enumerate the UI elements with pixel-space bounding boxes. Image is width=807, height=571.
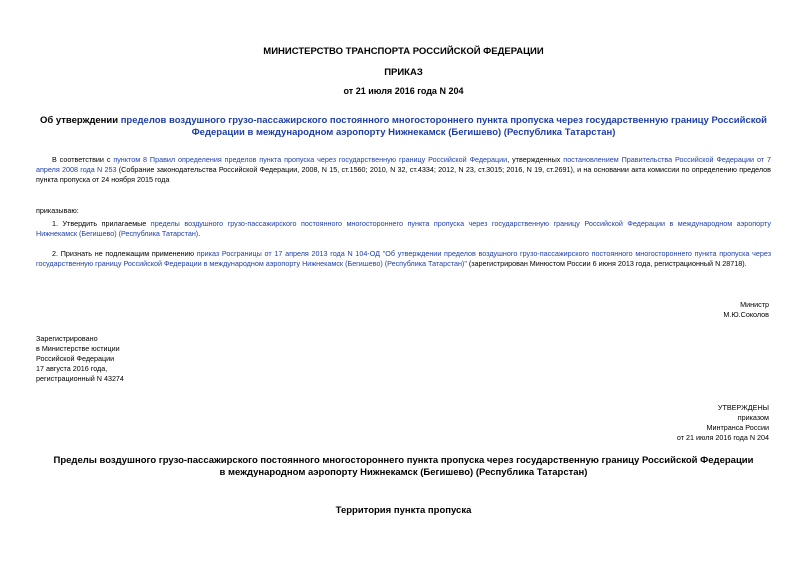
order-date-number: от 21 июля 2016 года N 204: [343, 86, 464, 96]
order-word: приказываю:: [36, 206, 79, 215]
preamble-text-2: , утвержденных: [507, 155, 564, 164]
signature-position: Министр: [740, 300, 769, 309]
registration-line: регистрационный N 43274: [36, 374, 124, 383]
registration-line: Зарегистрировано: [36, 334, 98, 343]
section-heading: Территория пункта пропуска: [335, 505, 472, 516]
signature-block: [723, 300, 769, 320]
registration-line: Российской Федерации: [36, 354, 115, 363]
registration-block: [36, 334, 124, 384]
preamble-paragraph: [36, 155, 771, 185]
approval-line: приказом: [737, 413, 769, 422]
rosgranitsa-order-link[interactable]: приказ Росграницы от 17 апреля 2013 года N 104-ОД "Об утверждении пределов воздушного грузо-пассажирского постоянного многостороннего пункта пропуска через государственную границу Российской Федерации в международном аэропорту Нижнекамск (Бегишево) (Республика Татарстан)": [36, 249, 771, 268]
approval-line: от 21 июля 2016 года N 204: [676, 433, 769, 442]
item-2-end: (зарегистрирован Минюстом России 6 июня 2013 года, регистрационный N 28718).: [466, 259, 747, 268]
order-title-prefix: Об утверждении: [39, 115, 121, 126]
preamble-text-3: (Собрание законодательства Российской Федерации, 2008, N 15, ст.1560; 2010, N 32, ст.4334; 2012, N 23, ст.3015; 2016, N 19, ст.2691), и на основании акта комиссии по определению пределов пункта пропуска от 24 ноября 2015 года: [36, 165, 771, 184]
preamble-text-1: В соответствии с: [52, 155, 114, 164]
ministry-heading: МИНИСТЕРСТВО ТРАНСПОРТА РОССИЙСКОЙ ФЕДЕРАЦИИ: [263, 46, 544, 57]
registration-line: в Министерстве юстиции: [36, 344, 120, 353]
order-title: [36, 115, 771, 139]
limits-link[interactable]: пределы воздушного грузо-пассажирского постоянного многостороннего пункта пропуска через государственную границу Российской Федерации в международном аэропорту Нижнекамск (Бегишево) (Республика Татарстан): [36, 219, 771, 238]
rules-point-8-link[interactable]: пунктом 8 Правил определения пределов пункта пропуска через государственную границу Российской Федерации: [113, 155, 508, 164]
item-1-end: .: [198, 229, 201, 238]
item-1-paragraph: [36, 219, 771, 239]
item-1-text: 1. Утвердить прилагаемые: [52, 219, 151, 228]
doc-type-heading: ПРИКАЗ: [384, 67, 423, 78]
registration-line: 17 августа 2016 года,: [36, 364, 108, 373]
approval-line: Минтранса России: [706, 423, 769, 432]
order-title-link[interactable]: пределов воздушного грузо-пассажирского постоянного многостороннего пункта пропуска через государственную границу Российской Федерации в международном аэропорту Нижнекамск (Бегишево) (Республика Татарстан): [120, 115, 768, 138]
item-2-paragraph: [36, 249, 771, 269]
approval-block: [677, 403, 769, 443]
annex-title: Пределы воздушного грузо-пассажирского постоянного многостороннего пункта пропуска через государственную границу Российской Федерации в международном аэропорту Нижнекамск (Бегишево) (Республика Татарстан): [53, 455, 754, 478]
government-decree-link[interactable]: постановлением Правительства Российской Федерации от 7 апреля 2008 года N 253: [36, 155, 771, 174]
approval-line: УТВЕРЖДЕНЫ: [717, 403, 769, 412]
item-2-text: 2. Признать не подлежащим применению: [52, 249, 197, 258]
signature-name: М.Ю.Соколов: [723, 310, 769, 319]
